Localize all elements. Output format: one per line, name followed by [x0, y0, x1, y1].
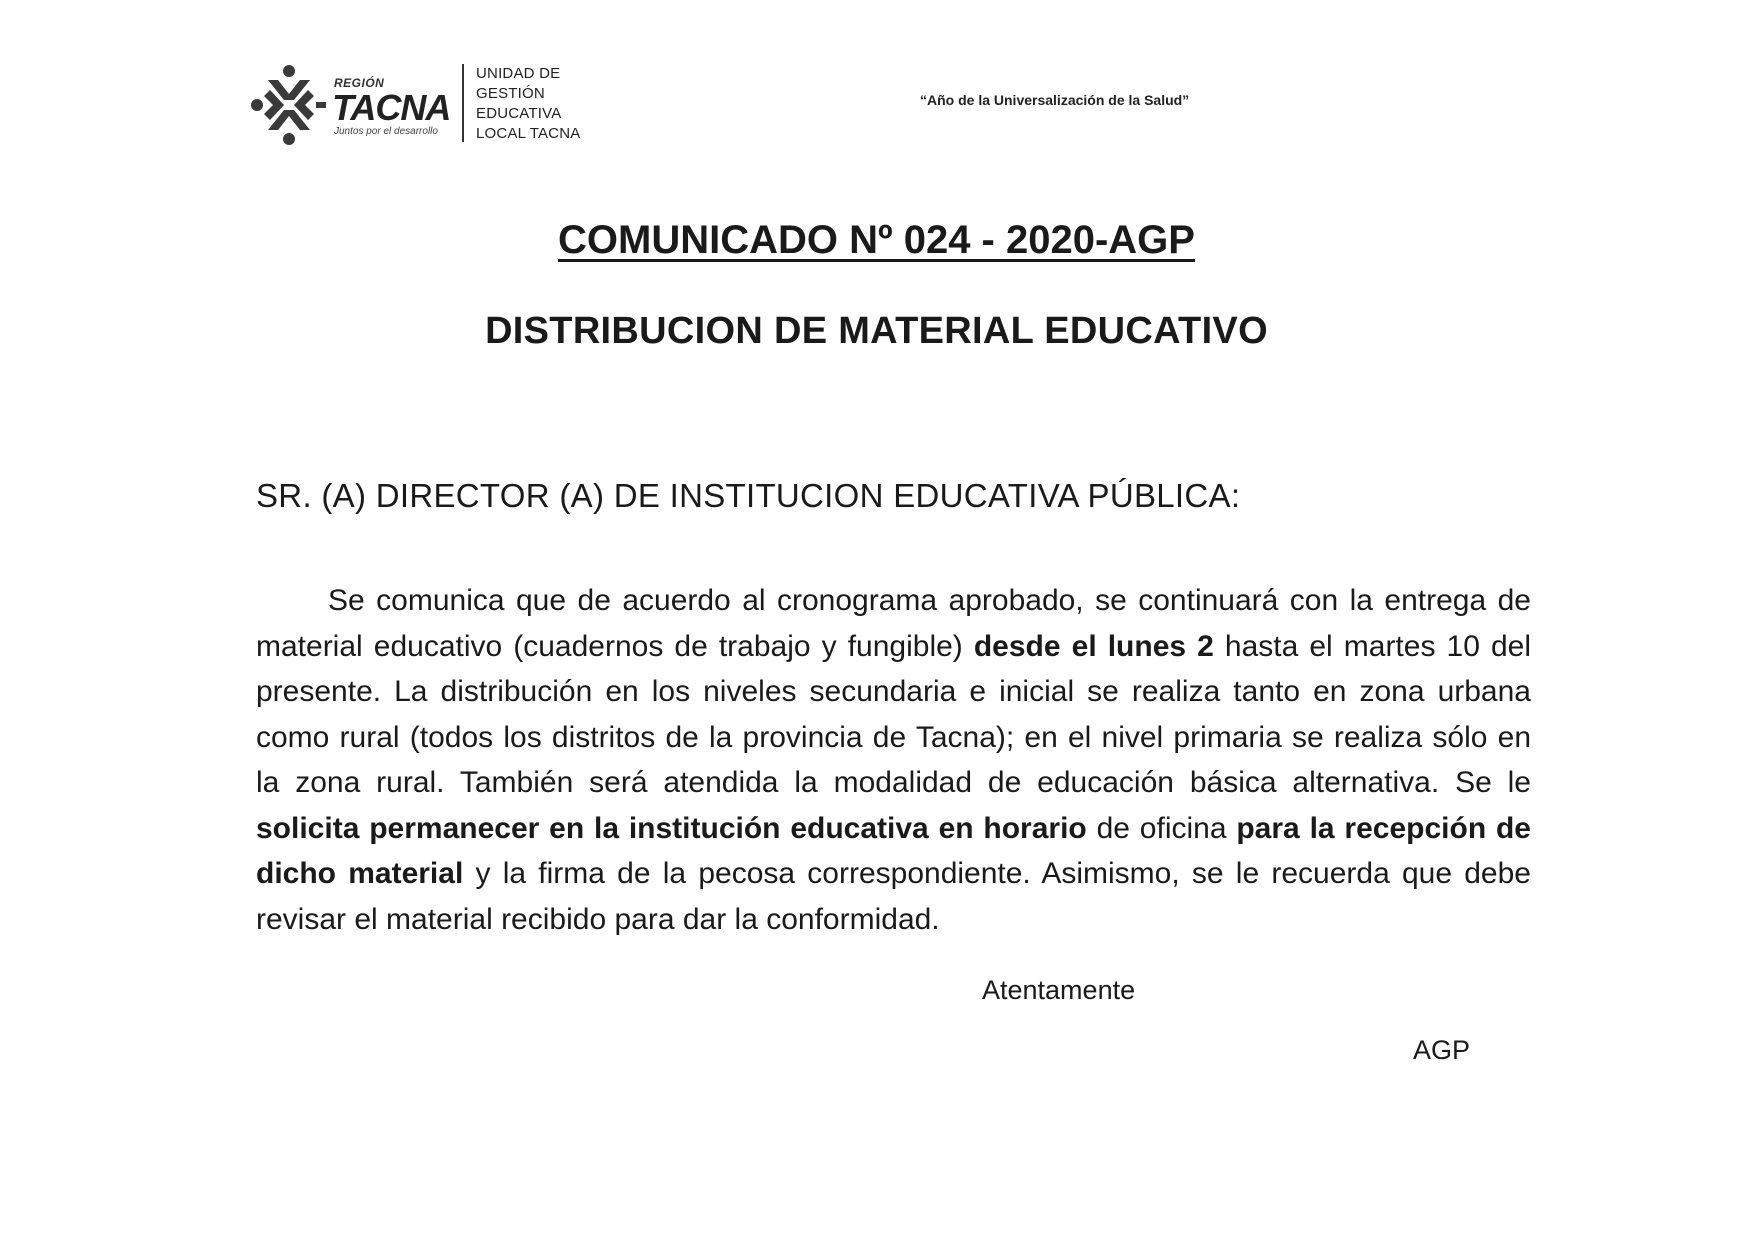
logo-name: TACNA: [332, 87, 451, 128]
logo-region-label: REGIÓN: [334, 76, 385, 90]
body-bold-segment: para la recepción de dicho material: [256, 811, 1531, 890]
year-slogan: “Año de la Universalización de la Salud”: [920, 92, 1190, 108]
document-subtitle: DISTRIBUCION DE MATERIAL EDUCATIVO: [485, 310, 1268, 352]
unit-name-line: LOCAL TACNA: [476, 125, 581, 142]
body-bold-segment: solicita permanecer en la institución educativa en horario: [256, 811, 1087, 845]
unit-name: [476, 64, 606, 144]
body-text-segment: y la firma de la pecosa correspondiente. Asimismo, se le recuerda que debe revisar el material recibido para dar la conformidad.: [256, 857, 1531, 936]
body-text-segment: Se comunica que de acuerdo al cronograma aprobado, se continuará con la entrega de material educativo (cuadernos de trabajo y fungible): [256, 584, 1531, 663]
logo-wordmark: [332, 76, 452, 138]
header-divider: [462, 64, 464, 142]
document-title-text: COMUNICADO Nº 024 - 2020-AGP: [558, 218, 1195, 262]
logo-tagline: Juntos por el desarrollo: [334, 126, 438, 137]
unit-name-line: GESTIÓN: [476, 85, 545, 102]
addressee: SR. (A) DIRECTOR (A) DE INSTITUCION EDUCATIVA PÚBLICA:: [256, 477, 1241, 514]
signature: AGP: [1413, 1035, 1471, 1065]
document-title: [0, 218, 1753, 263]
body-text-segment: de oficina: [1086, 811, 1237, 845]
body-bold-segment: desde el lunes 2: [973, 629, 1214, 663]
unit-name-line: EDUCATIVA: [476, 105, 562, 122]
closing-salutation: Atentamente: [982, 975, 1136, 1005]
tacna-region-logo-icon: [250, 64, 328, 146]
letterhead: [250, 60, 1550, 150]
body-paragraph: [256, 578, 1531, 942]
body-text-segment: hasta el martes 10 del presente. La distribución en los niveles secundaria e inicial se realiza tanto en zona urbana como rural (todos los distritos de la provincia de Tacna); en el nivel primaria se realiza sólo en la zona rural. También será atendida la modalidad de educación básica alternativa. Se le: [256, 629, 1531, 799]
unit-name-line: UNIDAD DE: [476, 65, 561, 82]
